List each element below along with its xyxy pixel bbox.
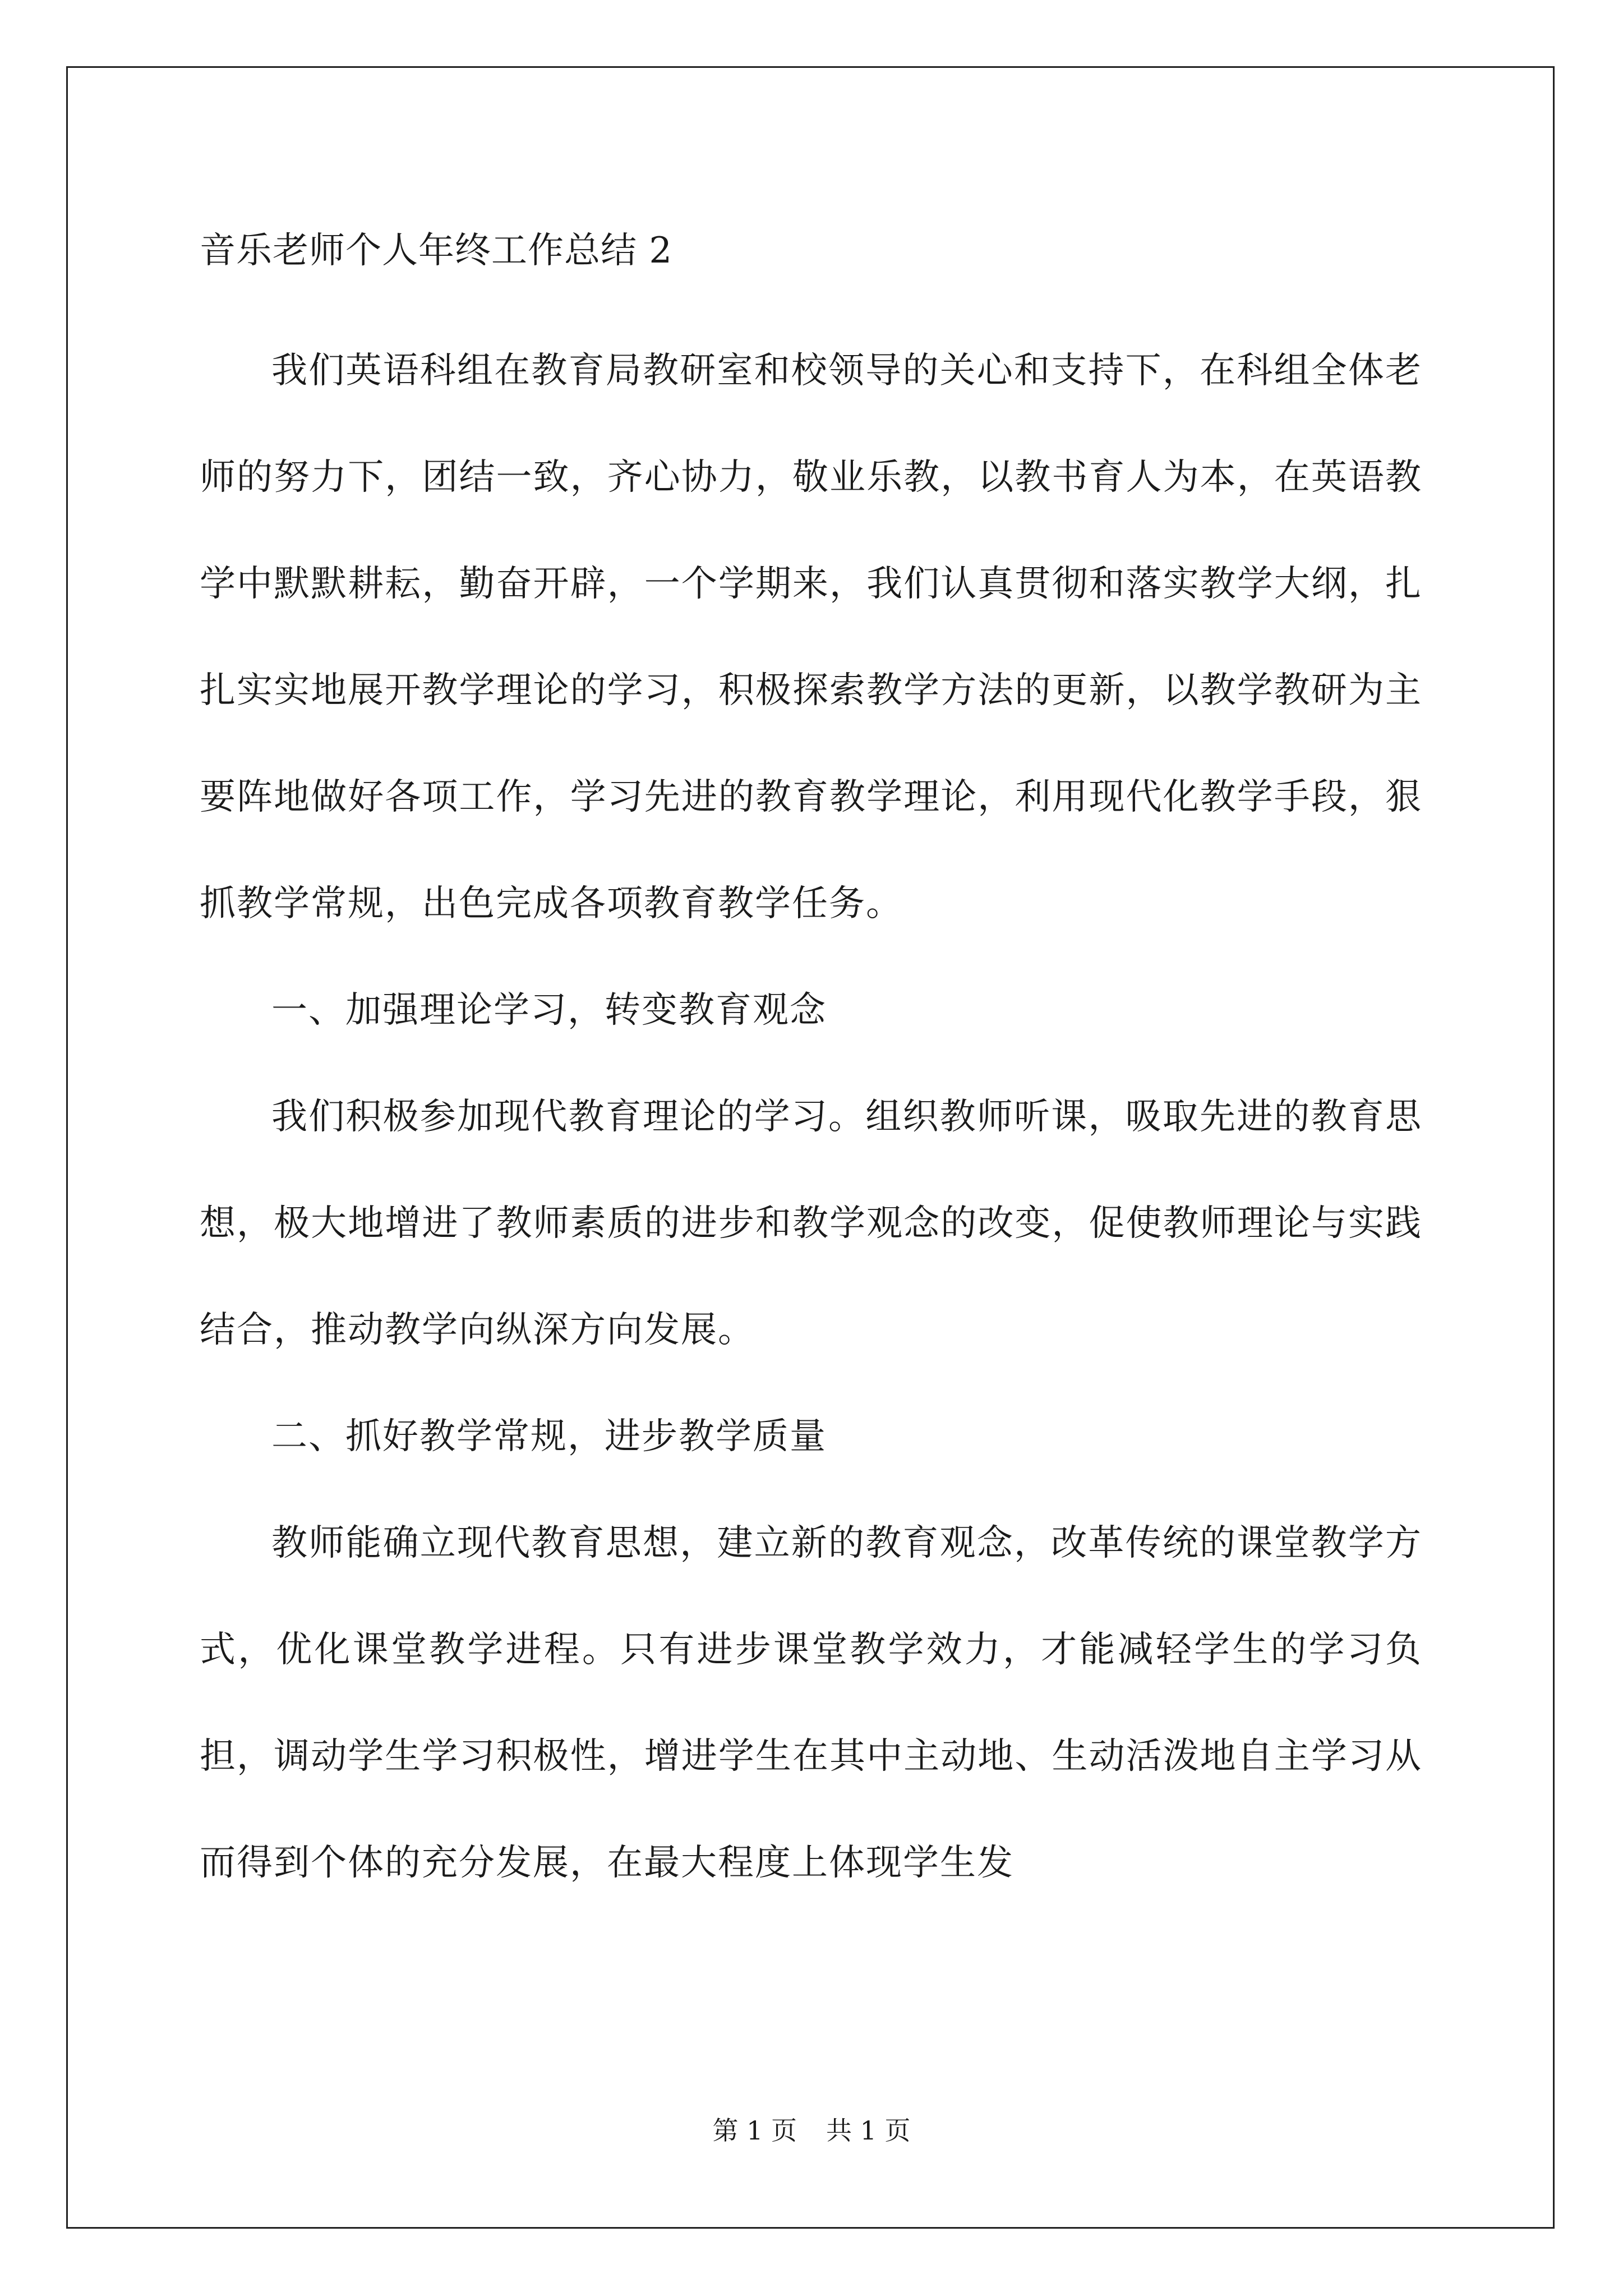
paragraph-section-2: 教师能确立现代教育思想，建立新的教育观念，改革传统的课堂教学方式，优化课堂教学进程。只有进步课堂教学效力，才能减轻学生的学习负担，调动学生学习积极性，增进学生在其中主动地、生动活泼地自主学习从而得到个体的充分发展，在最大程度上体现学生发 xyxy=(200,1522,1422,1884)
document-body xyxy=(200,220,1422,1916)
page-number-total: 共 1 页 xyxy=(826,2115,911,2146)
section-heading-2: 二、抓好教学常规，进步教学质量 xyxy=(271,1416,827,1457)
document-title: 音乐老师个人年终工作总结 2 xyxy=(200,230,673,272)
paragraph-section-1: 我们积极参加现代教育理论的学习。组织教师听课，吸取先进的教育思想，极大地增进了教师素质的进步和教学观念的改变，促使教师理论与实践结合，推动教学向纵深方向发展。 xyxy=(200,1096,1422,1351)
paragraph-intro: 我们英语科组在教育局教研室和校领导的关心和支持下，在科组全体老师的努力下，团结一致，齐心协力，敬业乐教，以教书育人为本，在英语教学中默默耕耘，勤奋开辟，一个学期来，我们认真贯彻和落实教学大纲，扎扎实实地展开教学理论的学习，积极探索教学方法的更新，以教学教研为主要阵地做好各项工作，学习先进的教育教学理论，利用现代化教学手段，狠抓教学常规，出色完成各项教育教学任务。 xyxy=(200,350,1422,924)
page-number-current: 第 1 页 xyxy=(712,2115,797,2146)
page-footer xyxy=(0,2114,1623,2147)
section-heading-1: 一、加强理论学习，转变教育观念 xyxy=(271,990,827,1031)
